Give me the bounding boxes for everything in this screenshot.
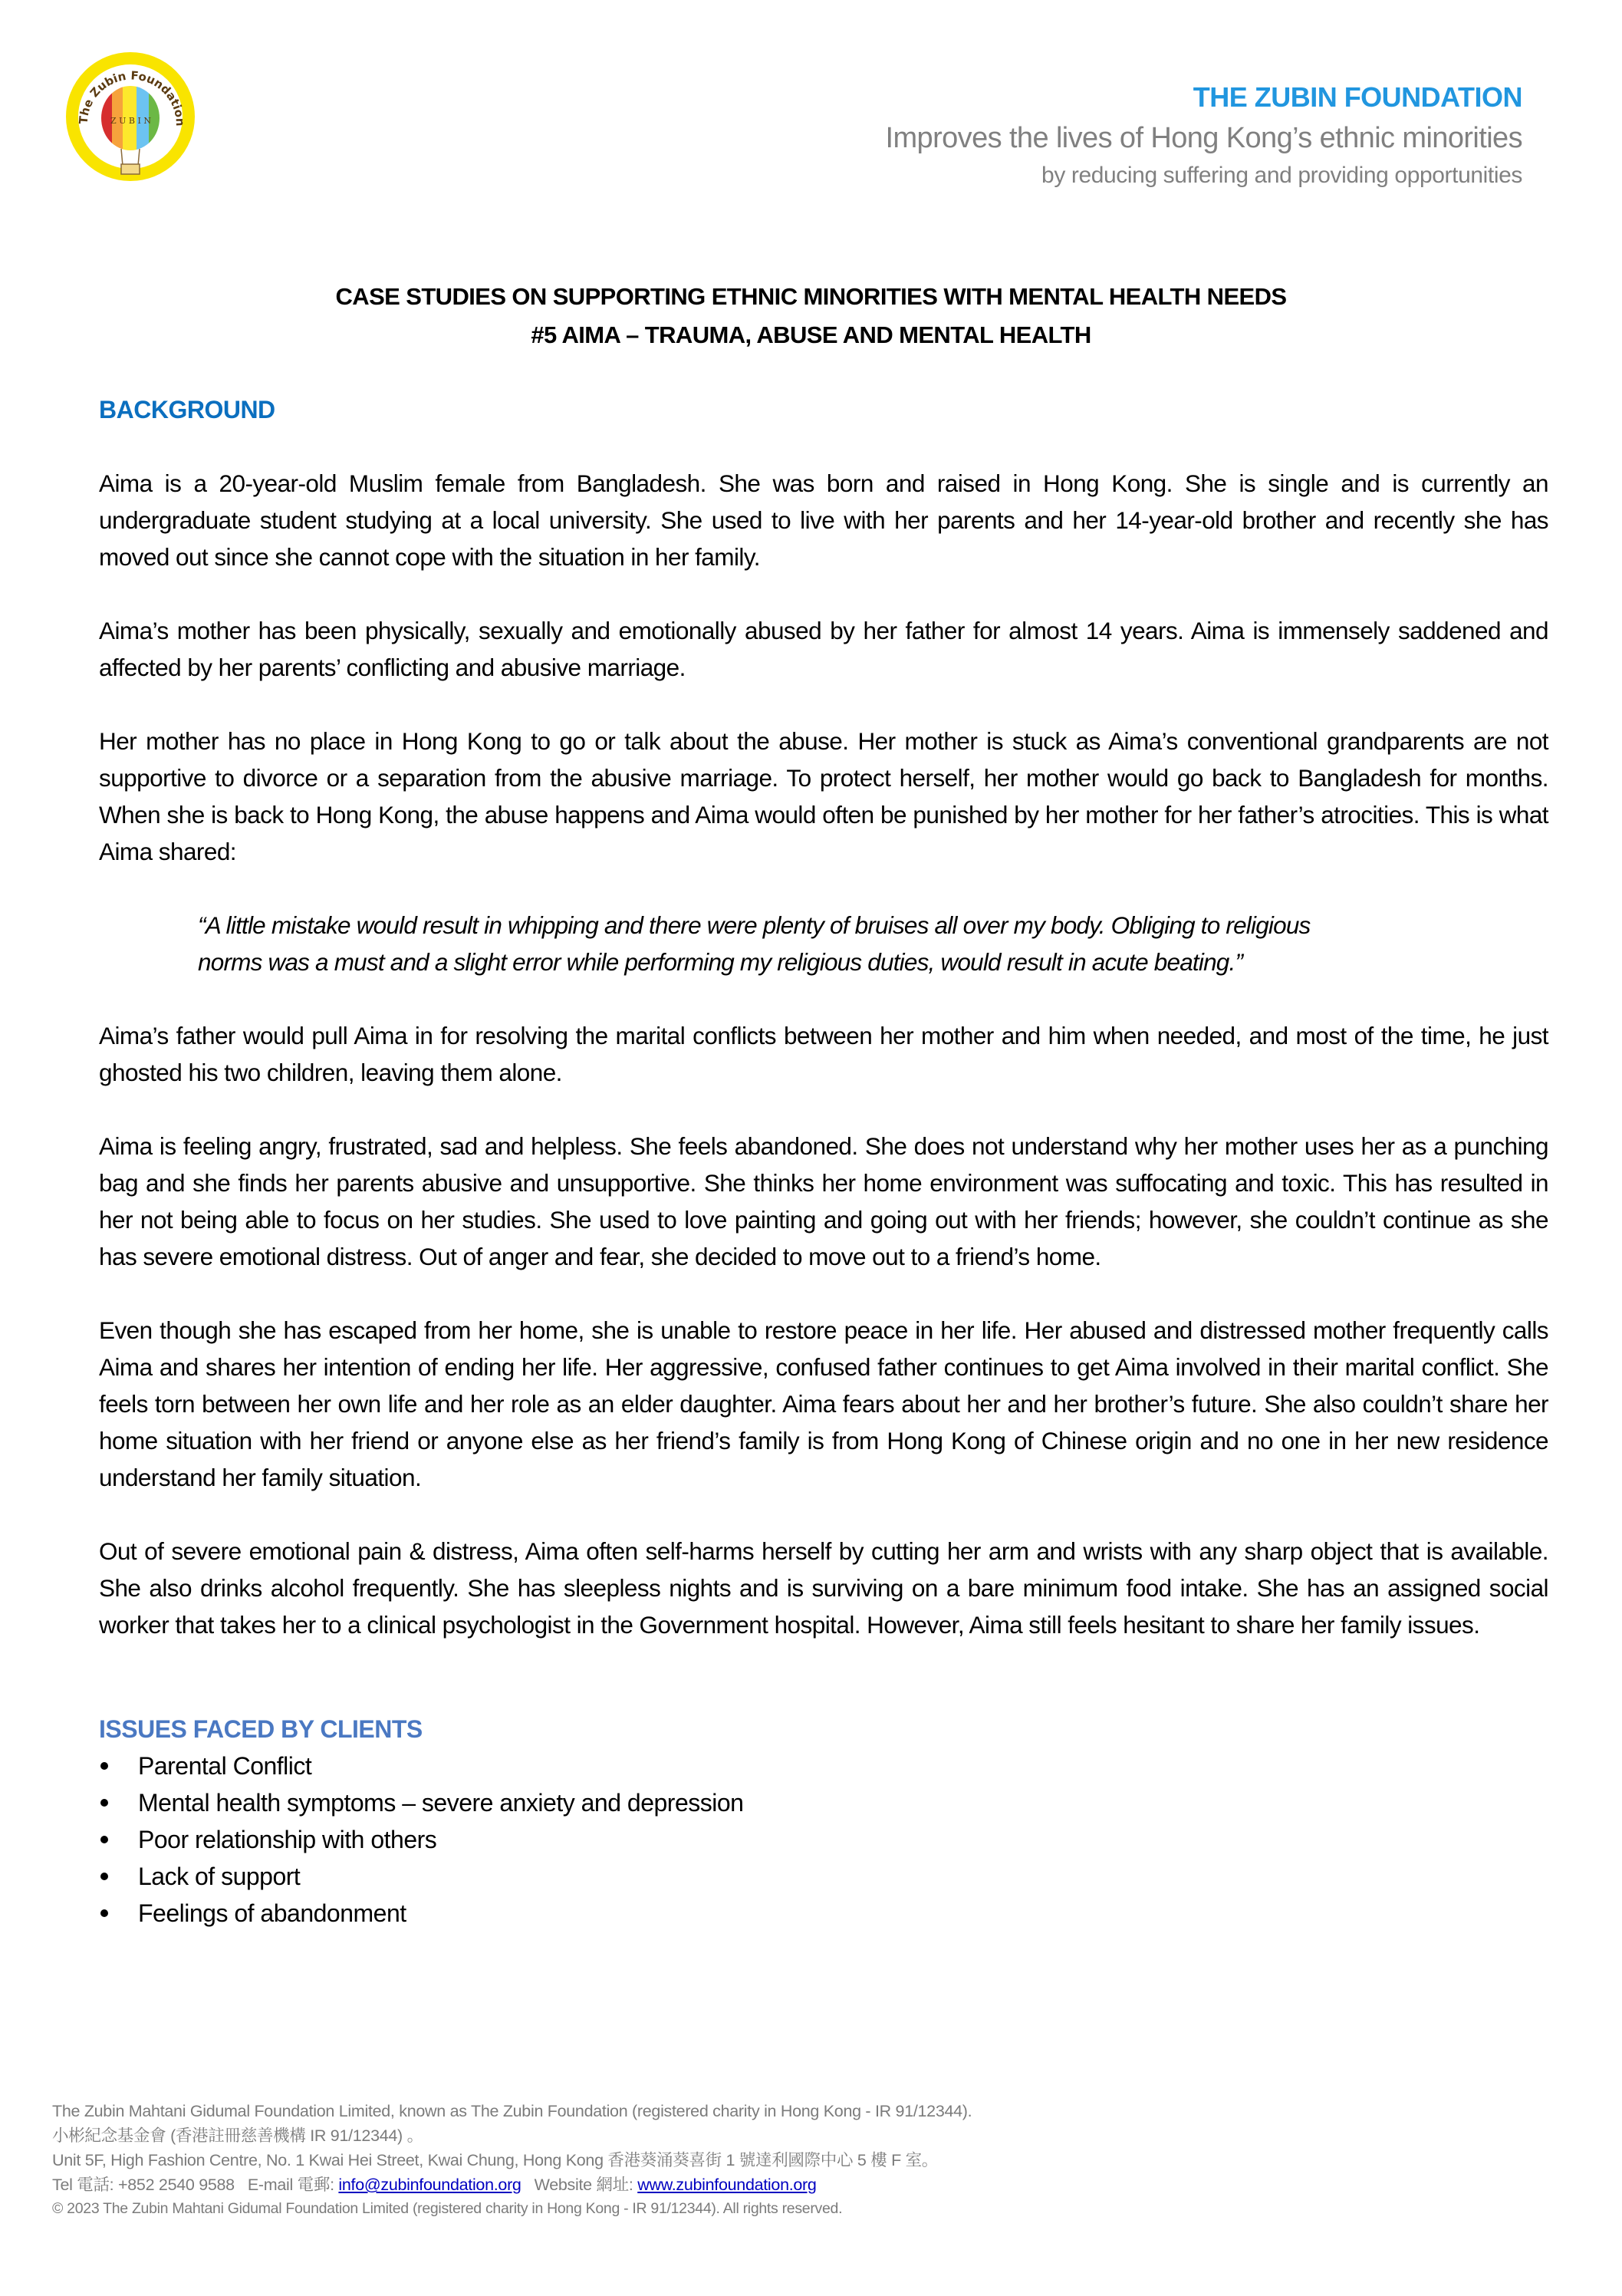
tagline-secondary: by reducing suffering and providing opportunities	[1041, 163, 1522, 188]
bullet-icon	[100, 1836, 108, 1843]
document-title-line-1: CASE STUDIES ON SUPPORTING ETHNIC MINORITIES WITH MENTAL HEALTH NEEDS	[335, 283, 1287, 310]
hot-air-balloon-icon	[64, 51, 196, 183]
background-paragraph: Aima is a 20-year-old Muslim female from Bangladesh. She was born and raised in Hong Kong. She is single and is currently an undergraduate student studying at a local university. She used to live with her parents and her 14-year-old brother and recently she has moved out since she cannot cope with the situation in her family.	[99, 469, 1548, 571]
footer-address: Unit 5F, High Fashion Centre, No. 1 Kwai Hei Street, Kwai Chung, Hong Kong 香港葵涌葵喜街 1 號達利國際中心 5 樓 F 室。	[52, 2151, 938, 2169]
section-heading-background: BACKGROUND	[99, 396, 275, 423]
section-heading-issues: ISSUES FACED BY CLIENTS	[99, 1715, 423, 1743]
issue-item	[99, 1784, 1548, 1821]
issue-label: Feelings of abandonment	[138, 1899, 406, 1927]
background-paragraph: Aima’s mother has been physically, sexually and emotionally abused by her father for almost 14 years. Aima is immensely saddened and affected by her parents’ conflicting and abusive marriage.	[99, 617, 1548, 681]
org-name: THE ZUBIN FOUNDATION	[1193, 81, 1522, 113]
svg-text:The Zubin Foundation: The Zubin Foundation	[76, 68, 187, 127]
issues-list	[99, 1748, 1548, 1932]
bullet-icon	[100, 1873, 108, 1880]
background-paragraph: Her mother has no place in Hong Kong to go or talk about the abuse. Her mother is stuck as Aima’s conventional grandparents are not supportive to divorce or a separation from the abusive marriage. To protect herself, her mother would go back to Bangladesh for months. When she is back to Hong Kong, the abuse happens and Aima would often be punished by her mother for her father’s atrocities. This is what Aima shared:	[99, 727, 1548, 865]
footer-email-label: E-mail 電郵:	[247, 2176, 339, 2194]
background-paragraph: Even though she has escaped from her home, she is unable to restore peace in her life. Her abused and distressed mother frequently calls Aima and shares her intention of ending her life. Her aggressive, confused father continues to get Aima involved in their marital conflict. She feels torn between her own life and her role as an elder daughter. Aima fears about her and her brother’s future. She also couldn’t share her home situation with her friend or anyone else as her friend’s family is from Hong Kong of Chinese origin and no one in her new residence understand her family situation.	[99, 1316, 1548, 1491]
footer-tel: Tel 電話: +852 2540 9588	[52, 2176, 235, 2194]
website-link[interactable]: www.zubinfoundation.org	[637, 2176, 817, 2194]
issue-item	[99, 1858, 1548, 1895]
background-paragraph: Aima is feeling angry, frustrated, sad and helpless. She feels abandoned. She does not understand why her mother uses her as a punching bag and she finds her parents abusive and unsupportive. She thinks her home environment was suffocating and toxic. This has resulted in her not being able to focus on her studies. She used to love painting and going out with her friends; however, she couldn’t continue as she has severe emotional distress. Out of anger and fear, she decided to move out to a friend’s home.	[99, 1132, 1548, 1270]
email-link[interactable]: info@zubinfoundation.org	[338, 2176, 521, 2194]
svg-text:Z U B I N: Z U B I N	[110, 116, 151, 126]
bullet-icon	[100, 1762, 108, 1770]
client-quote: “A little mistake would result in whipping and there were plenty of bruises all over my body. Obliging to religious norms was a must and a slight error while performing my religious duties, would result in acute beating.”	[198, 911, 1311, 976]
zubin-foundation-logo	[64, 51, 196, 183]
footer-copyright: © 2023 The Zubin Mahtani Gidumal Foundation Limited (registered charity in Hong Kong - IR 91/12344). All rights reserved.	[52, 2200, 843, 2217]
document-title	[0, 278, 1622, 354]
issue-label: Lack of support	[138, 1863, 301, 1890]
issue-label: Parental Conflict	[138, 1752, 312, 1780]
issue-label: Poor relationship with others	[138, 1826, 437, 1853]
bullet-icon	[100, 1909, 108, 1917]
tagline-primary: Improves the lives of Hong Kong’s ethnic minorities	[885, 122, 1522, 154]
footer-website-label: Website 網址:	[534, 2176, 638, 2194]
background-paragraph: Out of severe emotional pain & distress, Aima often self-harms herself by cutting her arm and wrists with any sharp object that is available. She also drinks alcohol frequently. She has sleepless nights and is surviving on a bare minimum food intake. She has an assigned social worker that takes her to a clinical psychologist in the Government hospital. However, Aima still feels hesitant to share her family issues.	[99, 1537, 1548, 1639]
footer-contact	[52, 2172, 972, 2197]
document-title-line-2: #5 AIMA – TRAUMA, ABUSE AND MENTAL HEALTH	[531, 321, 1091, 348]
case-study-content	[99, 391, 1548, 1932]
issue-item	[99, 1895, 1548, 1932]
bullet-icon	[100, 1799, 108, 1807]
issue-item	[99, 1748, 1548, 1784]
page-footer	[52, 2099, 972, 2220]
footer-chinese-name: 小彬紀念基金會 (香港註冊慈善機構 IR 91/12344) 。	[52, 2126, 423, 2145]
issue-item	[99, 1821, 1548, 1858]
issue-label: Mental health symptoms – severe anxiety and depression	[138, 1789, 744, 1817]
header-org-block	[886, 78, 1522, 192]
background-paragraph: Aima’s father would pull Aima in for resolving the marital conflicts between her mother and him when needed, and most of the time, he just ghosted his two children, leaving them alone.	[99, 1022, 1548, 1086]
footer-registration: The Zubin Mahtani Gidumal Foundation Limited, known as The Zubin Foundation (registered charity in Hong Kong - IR 91/12344).	[52, 2102, 972, 2120]
